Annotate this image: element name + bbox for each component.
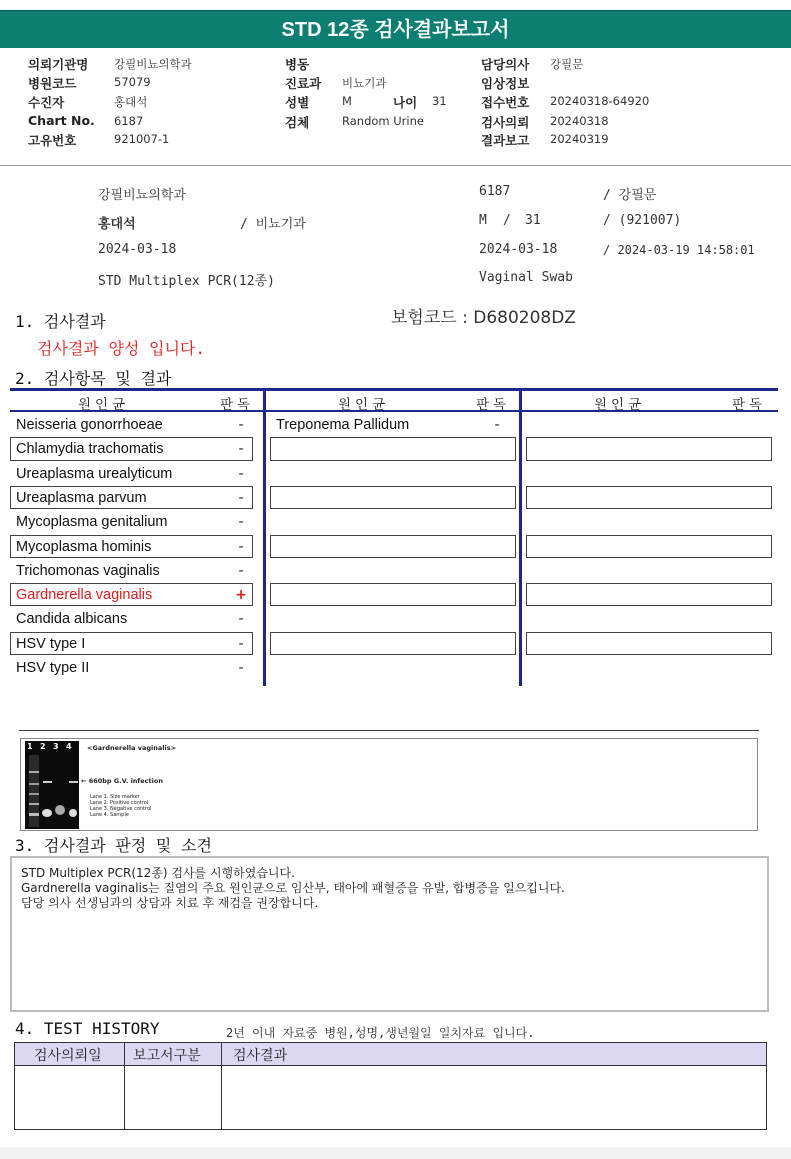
gel-legend-item: Lane 3. Negative control xyxy=(90,806,152,812)
header-value: 강필문 xyxy=(550,57,584,71)
pathogen-result: - xyxy=(238,514,244,531)
gel-lane-number: 4 xyxy=(66,742,72,751)
pathogen-result: - xyxy=(238,611,244,628)
info-birth: / (921007) xyxy=(603,213,682,228)
history-table-header xyxy=(15,1043,766,1066)
gel-legend-item: Lane 4. Sample xyxy=(90,812,129,818)
pathogen-name: Mycoplasma genitalium xyxy=(16,514,168,531)
header-label: 담당의사 xyxy=(481,57,530,72)
header-label: 진료과 xyxy=(285,76,322,91)
info-dept: / 비뇨기과 xyxy=(240,217,306,232)
pathogen-result: - xyxy=(238,417,244,433)
pathogen-name: Treponema Pallidum xyxy=(276,417,410,433)
section2-title: 2. 검사항목 및 결과 xyxy=(15,369,172,388)
info-request-date: 2024-03-18 xyxy=(98,242,177,257)
header-value: M xyxy=(342,94,352,108)
history-note: 2년 이내 자료중 병원,성명,생년월일 일치자료 입니다. xyxy=(226,1026,535,1040)
header-label: 고유번호 xyxy=(28,133,77,148)
divider xyxy=(19,730,759,731)
gel-band-label: ← 660bp G.V. infection xyxy=(81,777,163,785)
header-value: 홍대석 xyxy=(114,95,148,109)
info-sex: M xyxy=(479,213,487,228)
section3-title: 3. 검사결과 판정 및 소견 xyxy=(15,836,212,855)
header-value: 57079 xyxy=(114,75,151,89)
header-value: 20240319 xyxy=(550,132,609,146)
header-label: 의뢰기관명 xyxy=(28,57,89,72)
header-value: 강필비뇨의학과 xyxy=(114,57,192,71)
header-value: 20240318-64920 xyxy=(550,94,650,108)
pathogen-result: - xyxy=(238,562,244,579)
column-divider xyxy=(519,388,522,686)
row-frame xyxy=(526,486,772,509)
header-label: 나이 xyxy=(393,95,418,110)
header-label: 접수번호 xyxy=(481,95,530,110)
header-value: 20240318 xyxy=(550,114,609,128)
section1-title: 1. 검사결과 xyxy=(15,312,106,331)
col-result-2: 판독 xyxy=(476,397,511,413)
gel-electrophoresis-figure xyxy=(20,738,758,831)
header-label: 병원코드 xyxy=(28,76,77,91)
row-frame xyxy=(270,583,516,606)
header-label: 검체 xyxy=(285,115,310,130)
header-value: 비뇨기과 xyxy=(342,76,387,90)
pathogen-result: - xyxy=(238,441,244,458)
pathogen-name: HSV type II xyxy=(16,660,90,676)
header-value: Random Urine xyxy=(342,114,424,128)
info-specimen: Vaginal Swab xyxy=(479,270,573,285)
history-divider xyxy=(124,1043,125,1129)
info-test-name: STD Multiplex PCR(12종) xyxy=(98,274,275,289)
report-title: STD 12종 검사결과보고서 xyxy=(0,10,791,48)
header-label: 병동 xyxy=(285,57,310,72)
header-label: 수진자 xyxy=(28,95,65,110)
pathogen-name: Chlamydia trachomatis xyxy=(16,441,164,458)
info-age: 31 xyxy=(525,213,541,228)
gel-legend-item: Lane 1. Size marker xyxy=(90,794,140,800)
gel-lane-number: 1 xyxy=(27,742,33,751)
result-message: 검사결과 양성 입니다. xyxy=(37,339,206,358)
gel-lane-number: 3 xyxy=(53,742,59,751)
info-receipt-date: 2024-03-18 xyxy=(479,242,558,257)
header-label: 성별 xyxy=(285,95,310,110)
row-frame xyxy=(526,583,772,606)
pathogen-result: - xyxy=(238,465,244,482)
history-col-report-type: 보고서구분 xyxy=(133,1048,201,1064)
row-frame xyxy=(270,632,516,655)
row-frame xyxy=(526,535,772,558)
pathogen-result: - xyxy=(238,660,244,676)
gel-legend-item: Lane 2. Positive control xyxy=(90,800,149,806)
col-pathogen-2: 원인균 xyxy=(338,397,390,413)
history-col-result: 검사결과 xyxy=(233,1048,288,1064)
row-frame xyxy=(270,535,516,558)
header-label: 검사의뢰 xyxy=(481,115,530,130)
header-value: 6187 xyxy=(114,114,144,128)
col-result-3: 판독 xyxy=(732,397,767,413)
finding-line: STD Multiplex PCR(12종) 검사를 시행하였습니다. xyxy=(21,866,295,880)
gel-legend xyxy=(90,794,151,818)
finding-line: Gardnerella vaginalis는 질염의 주요 원인균으로 임산부, 태아에 패혈증을 유발, 합병증을 일으킵니다. xyxy=(21,881,565,895)
finding-line: 담당 의사 선생님과의 상담과 치료 후 재검을 권장합니다. xyxy=(21,896,319,910)
col-pathogen-1: 원인균 xyxy=(78,397,130,413)
gel-image xyxy=(25,741,79,829)
row-frame xyxy=(270,486,516,509)
header-label: Chart No. xyxy=(28,113,95,128)
pathogen-name: Candida albicans xyxy=(16,611,128,628)
row-frame xyxy=(526,632,772,655)
pathogen-result: + xyxy=(235,587,247,604)
report-header xyxy=(0,50,791,166)
header-label: 임상정보 xyxy=(481,76,530,91)
results-table xyxy=(10,388,778,686)
pathogen-name: Ureaplasma parvum xyxy=(16,489,147,506)
pathogen-result: - xyxy=(238,489,244,506)
header-label: 결과보고 xyxy=(481,133,530,148)
info-doctor: / 강필문 xyxy=(603,188,657,203)
info-patient: 홍대석 xyxy=(98,217,136,232)
row-frame xyxy=(270,437,516,460)
section4-title: 4. TEST HISTORY xyxy=(15,1019,160,1038)
info-report-datetime: / 2024-03-19 14:58:01 xyxy=(603,243,755,257)
history-col-request-date: 검사의뢰일 xyxy=(34,1048,102,1064)
history-table xyxy=(14,1042,767,1130)
pathogen-name: Trichomonas vaginalis xyxy=(16,562,160,579)
pathogen-result: - xyxy=(238,538,244,555)
pathogen-name: Gardnerella vaginalis xyxy=(16,587,153,604)
row-frame xyxy=(526,437,772,460)
pathogen-name: Mycoplasma hominis xyxy=(16,538,152,555)
pathogen-name: Neisseria gonorrhoeae xyxy=(16,417,163,433)
info-slash: / xyxy=(503,213,511,228)
info-clinic: 강필비뇨의학과 xyxy=(98,188,186,203)
pathogen-result: - xyxy=(238,635,244,652)
info-chart: 6187 xyxy=(479,184,511,199)
gel-lane-number: 2 xyxy=(40,742,46,751)
gel-title: <Gardnerella vaginalis> xyxy=(87,744,177,752)
header-value: 31 xyxy=(432,94,447,108)
results-table-header xyxy=(10,388,778,412)
pathogen-result: - xyxy=(494,417,500,433)
pathogen-name: Ureaplasma urealyticum xyxy=(16,465,173,482)
insurance-code: 보험코드 : D680208DZ xyxy=(391,308,576,328)
header-value: 921007-1 xyxy=(114,132,170,146)
col-result-1: 판독 xyxy=(220,397,255,413)
findings-box xyxy=(10,856,769,1012)
history-divider xyxy=(221,1043,222,1129)
column-divider xyxy=(263,388,266,686)
col-pathogen-3: 원인균 xyxy=(594,397,646,413)
pathogen-name: HSV type I xyxy=(16,635,86,652)
